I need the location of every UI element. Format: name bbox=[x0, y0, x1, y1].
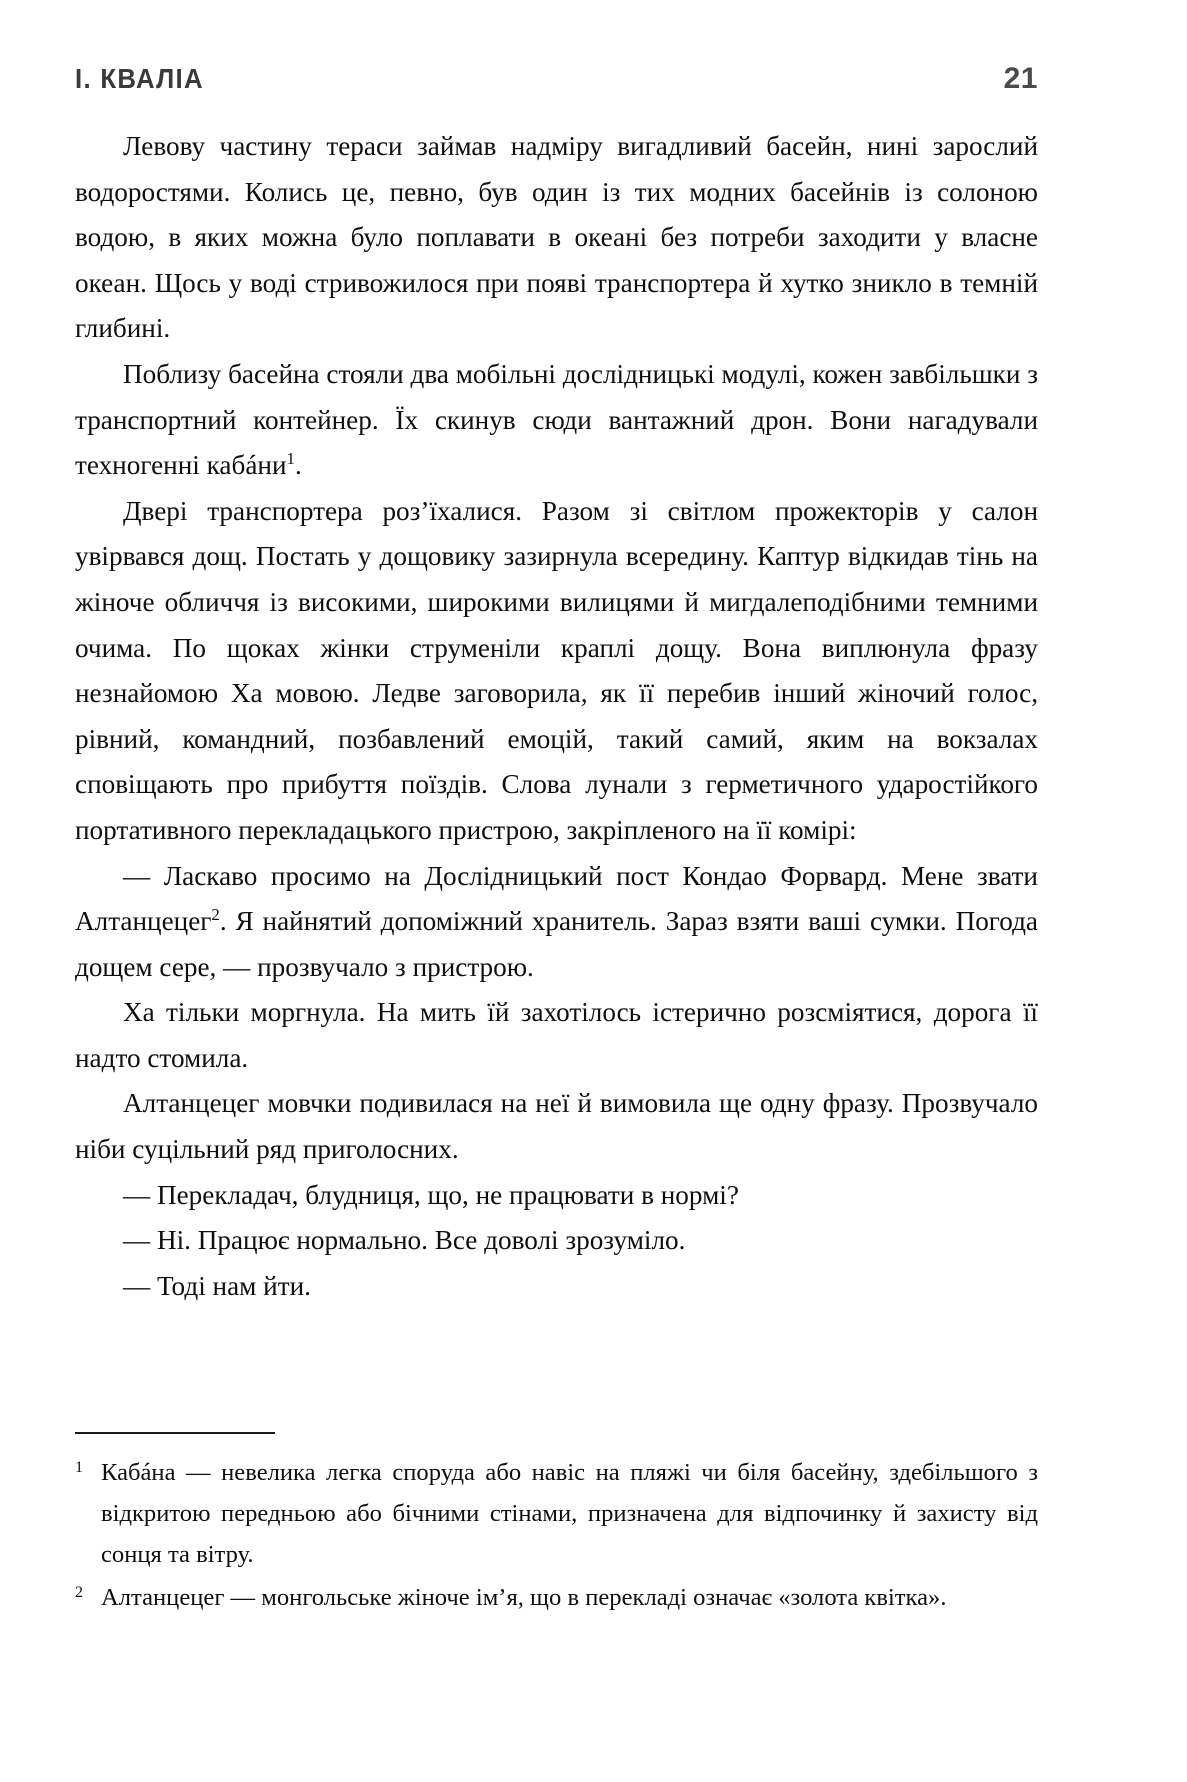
chapter-title: I. КВАЛІА bbox=[75, 63, 204, 94]
paragraph-tail: . Я найнятий допоміжний хранитель. Зараз взяти ваші сумки. Погода дощем сере, — прозвучало з пристрою. bbox=[75, 906, 1038, 982]
footnote-block bbox=[75, 1432, 1038, 1620]
paragraph-tail: . bbox=[294, 450, 302, 481]
dialogue-line: — Перекладач, блудниця, що, не працювати в нормі? bbox=[123, 1179, 739, 1210]
dialogue-line: — Ні. Працює нормально. Все доволі зрозуміло. bbox=[123, 1225, 686, 1256]
paragraph bbox=[75, 352, 1038, 489]
footnote-item bbox=[75, 1452, 1038, 1575]
footnote-ref-1[interactable]: 1 bbox=[286, 449, 295, 469]
footnote-text: Кабáна — невелика легка споруда або навіс на пляжі чи біля басейну, здебільшого з відкритою передньою або бічними стінами, призначена для відпочинку й захисту від сонця та вітру. bbox=[101, 1459, 1038, 1568]
page-number: 21 bbox=[1003, 62, 1038, 95]
footnote-separator-rule bbox=[75, 1432, 275, 1434]
paragraph: Левову частину тераси займав надміру вигадливий басейн, нині зарослий водоростями. Колись це, певно, був один із тих модних басейнів із солоною водою, в яких можна було поплавати в океані без потреби заходити у власне океан. Щось у воді стривожилося при появі транспортера й хутко зникло в темній глибині. bbox=[75, 131, 1038, 344]
paragraph: Ха тільки моргнула. На мить їй захотілось істерично розсміятися, дорога її надто стомила. bbox=[75, 997, 1038, 1073]
footnote-marker: 2 bbox=[75, 1584, 83, 1601]
footnote-text: Алтанцецег — монгольське жіноче ім’я, що в перекладі означає «золота квітка». bbox=[101, 1584, 947, 1611]
paragraph: Алтанцецег мовчки подивилася на неї й вимовила ще одну фразу. Прозвучало ніби суцільний ряд приголосних. bbox=[75, 1088, 1038, 1165]
footnote-ref-2[interactable]: 2 bbox=[211, 905, 220, 925]
page-content bbox=[75, 62, 1038, 1309]
footnote-marker: 1 bbox=[75, 1459, 83, 1476]
paragraph-text: Поблизу басейна стояли два мобільні дослідницькі модулі, кожен завбільшки з транспортний контейнер. Їх скинув сюди вантажний дрон. Вони нагадували техногенні кабáни bbox=[75, 358, 1038, 481]
running-head bbox=[75, 62, 1038, 108]
body-text bbox=[75, 124, 1038, 1309]
paragraph bbox=[75, 854, 1038, 991]
dialogue-line: — Тоді нам йти. bbox=[123, 1270, 311, 1301]
paragraph: Двері транспортера роз’їхалися. Разом зі світлом прожекторів у салон увірвався дощ. Постать у дощовику зазирнула всередину. Каптур відкидав тінь на жіноче обличчя із високими, широкими вилицями й мигдалеподібними темними очима. По щоках жінки струменіли краплі дощу. Вона виплюнула фразу незнайомою Ха мовою. Ледве заговорила, як її перебив інший жіночий голос, рівний, командний, позбавлений емоцій, такий самий, яким на вокзалах сповіщають про прибуття поїздів. Слова лунали з герметичного ударостійкого портативного перекладацького пристрою, закріпленого на її комірі: bbox=[75, 495, 1038, 845]
footnote-item bbox=[75, 1577, 1038, 1618]
paragraph-text: — Ласкаво просимо на Дослідницький пост Кондао Форвард. Мене звати Алтанцецег bbox=[75, 860, 1038, 937]
